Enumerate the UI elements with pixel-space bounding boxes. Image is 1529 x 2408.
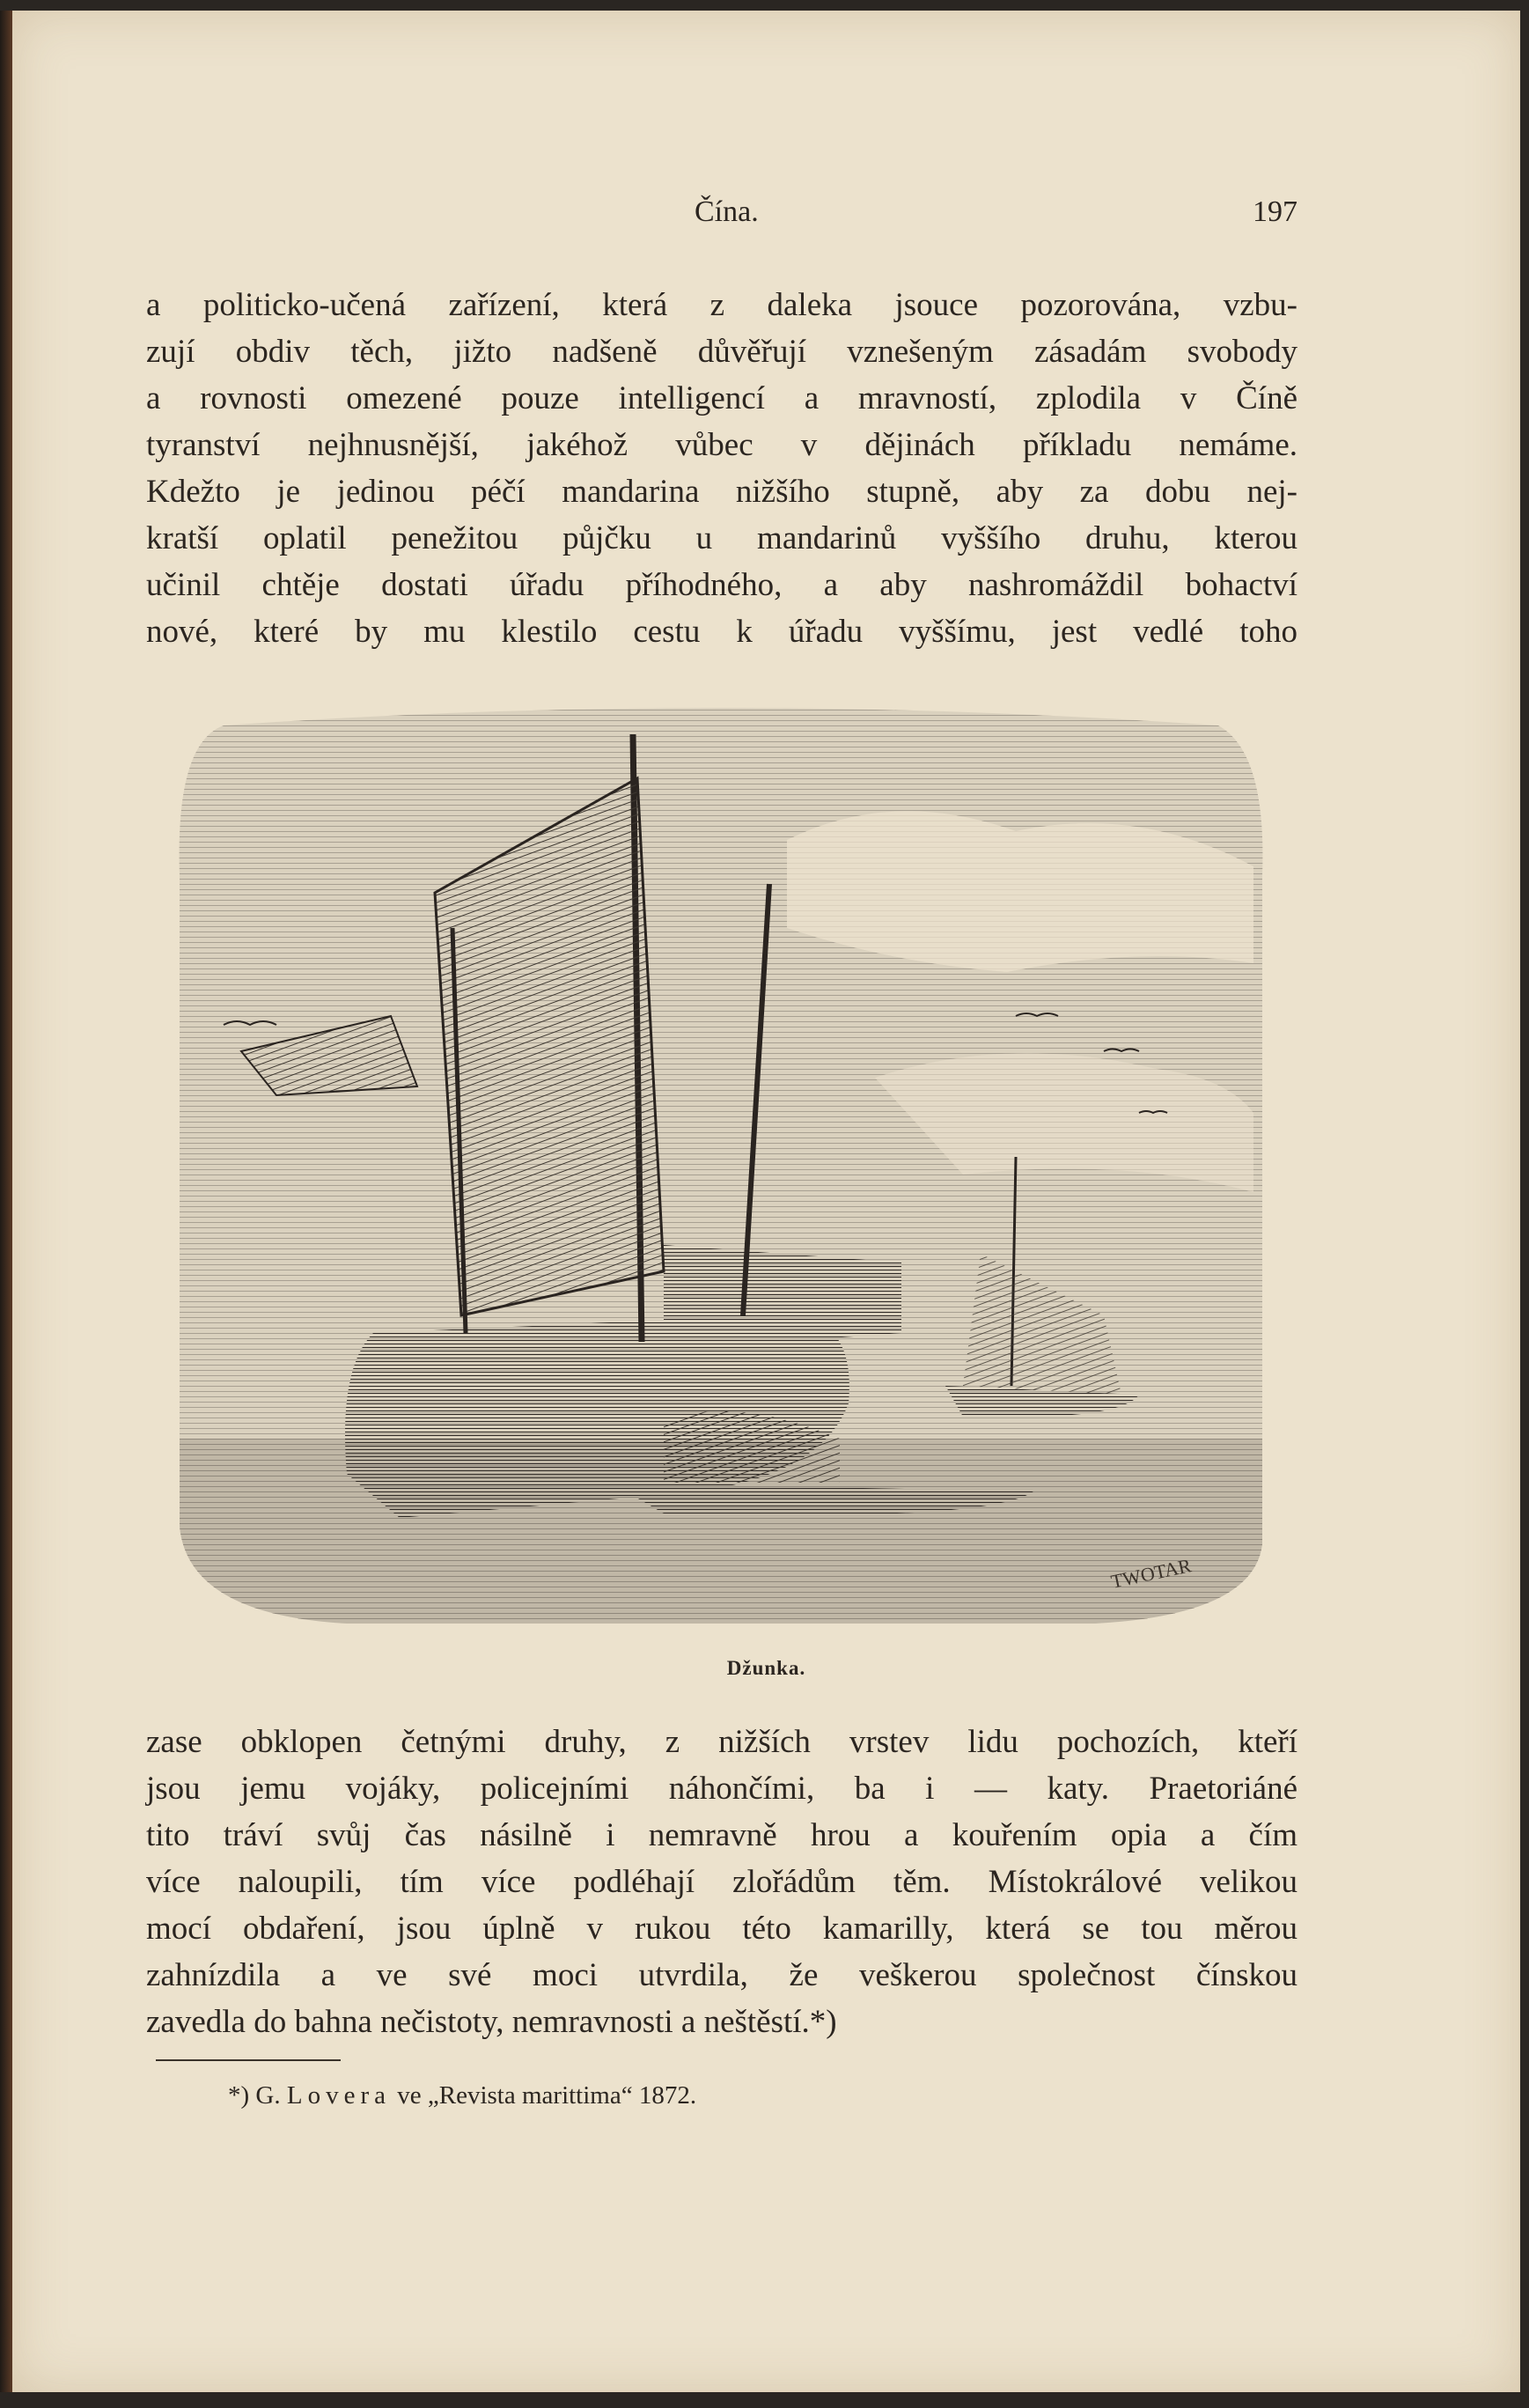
text-line: mocí obdaření, jsou úplně v rukou této kamarilly, která se tou měrou bbox=[146, 1911, 1297, 1947]
paragraph-top bbox=[146, 282, 1297, 655]
text-line: kratší oplatil penežitou půjčku u mandarinů vyššího druhu, kterou bbox=[146, 520, 1297, 556]
text-line: tito tráví svůj čas násilně i nemravně hrou a kouřením opia a čím bbox=[146, 1817, 1297, 1853]
text-line: Kdežto je jedinou péčí mandarina nižšího stupně, aby za dobu nej- bbox=[146, 474, 1297, 510]
footnote-initial: G. bbox=[255, 2081, 281, 2110]
text-line: nové, které by mu klestilo cestu k úřadu vyššímu, jest vedlé toho bbox=[146, 614, 1297, 650]
book-binding-edge bbox=[0, 11, 12, 2392]
text-line: zahnízdila a ve své moci utvrdila, že veškerou společnost čínskou bbox=[146, 1957, 1297, 1993]
page-number: 197 bbox=[1253, 195, 1297, 228]
book-page bbox=[12, 11, 1520, 2392]
footnote-text: ve „Revista marittima“ 1872. bbox=[397, 2081, 697, 2110]
footnote-author: Lovera bbox=[286, 2081, 391, 2110]
footnote-rule bbox=[156, 2059, 341, 2061]
text-line: více naloupili, tím více podléhají zlořádům těm. Místokrálové velikou bbox=[146, 1864, 1297, 1900]
text-line: zují obdiv těch, jižto nadšeně důvěřují vznešeným zásadám svobody bbox=[146, 334, 1297, 370]
footnote-mark: *) bbox=[228, 2081, 250, 2110]
paragraph-bottom bbox=[146, 1719, 1297, 2045]
junk-engraving bbox=[171, 699, 1271, 1632]
text-line: zavedla do bahna nečistoty, nemravnosti a neštěstí.*) bbox=[146, 2004, 837, 2040]
text-line: a rovnosti omezené pouze intelligencí a mravností, zplodila v Číně bbox=[146, 380, 1297, 416]
text-line: jsou jemu vojáky, policejními náhončími, ba i — katy. Praetoriáné bbox=[146, 1771, 1297, 1807]
running-header bbox=[153, 195, 1297, 231]
figure-caption: Džunka. bbox=[726, 1657, 806, 1679]
engraver-signature: TWOTAR bbox=[1108, 1554, 1194, 1593]
footnote bbox=[228, 2081, 696, 2110]
text-line: učinil chtěje dostati úřadu příhodného, a aby nashromáždil bohactví bbox=[146, 567, 1297, 603]
text-line: zase obklopen četnými druhy, z nižších vrstev lidu pochozích, kteří bbox=[146, 1724, 1297, 1760]
text-line: tyranství nejhnusnější, jakéhož vůbec v dějinách příkladu nemáme. bbox=[146, 427, 1297, 463]
running-title: Čína. bbox=[695, 195, 759, 228]
text-line: a politicko-učená zařízení, která z daleka jsouce pozorována, vzbu- bbox=[146, 287, 1297, 323]
